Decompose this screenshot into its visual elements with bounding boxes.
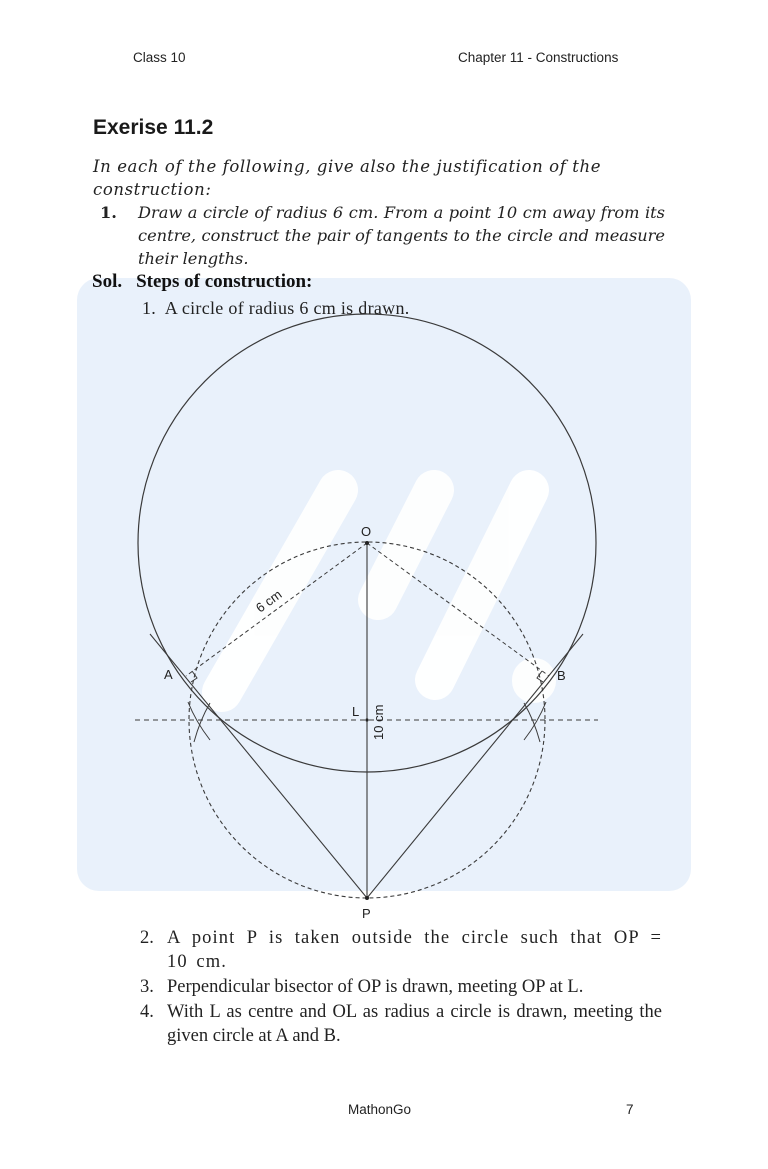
solution-label: Sol. <box>92 271 123 292</box>
label-a: A <box>164 667 173 682</box>
step-number: 3. <box>140 977 154 997</box>
label-l: L <box>352 704 360 719</box>
exercise-title: Exerise 11.2 <box>93 116 214 139</box>
label-distance: 10 cm <box>371 704 386 740</box>
label-radius: 6 cm <box>252 586 285 616</box>
bisector-arc-right-1 <box>524 702 546 740</box>
step-number: 4. <box>140 1002 154 1022</box>
footer-brand: MathonGo <box>348 1102 412 1117</box>
label-p: P <box>362 906 371 921</box>
point-p <box>365 896 369 900</box>
solution-heading-text: Steps of construction: <box>136 271 313 292</box>
question-number: 1. <box>100 203 117 222</box>
step-number: 2. <box>140 928 154 948</box>
label-b: B <box>557 668 566 683</box>
step-2 <box>140 926 662 974</box>
step-number: 1. <box>142 298 157 318</box>
label-o: O <box>361 524 372 539</box>
question-text: Draw a circle of radius 6 cm. From a point 10 cm away from its centre, construct the pair of tangents to the circle and measure their lengths. <box>138 203 665 268</box>
page-number: 7 <box>626 1102 634 1117</box>
header-chapter-label: Chapter 11 - Constructions <box>458 50 619 65</box>
bisector-arc-left-1 <box>188 702 210 740</box>
solution-steps <box>140 926 662 1049</box>
tangent-pb <box>367 634 583 898</box>
step-text: A point P is taken outside the circle such that OP = 10 cm. <box>167 928 662 972</box>
step-4 <box>140 1000 662 1048</box>
point-l <box>365 718 368 721</box>
tangent-pa <box>150 634 367 898</box>
step-3 <box>140 975 662 999</box>
point-o <box>365 541 369 545</box>
step-text: A circle of radius 6 cm is drawn. <box>164 298 410 318</box>
step-text: With L as centre and OL as radius a circle is drawn, meeting the given circle at A and B. <box>167 1002 662 1046</box>
header-class-label: Class 10 <box>133 50 186 65</box>
step-text: Perpendicular bisector of OP is drawn, meeting OP at L. <box>167 977 584 997</box>
exercise-intro: In each of the following, give also the justification of the construction: <box>93 157 602 199</box>
